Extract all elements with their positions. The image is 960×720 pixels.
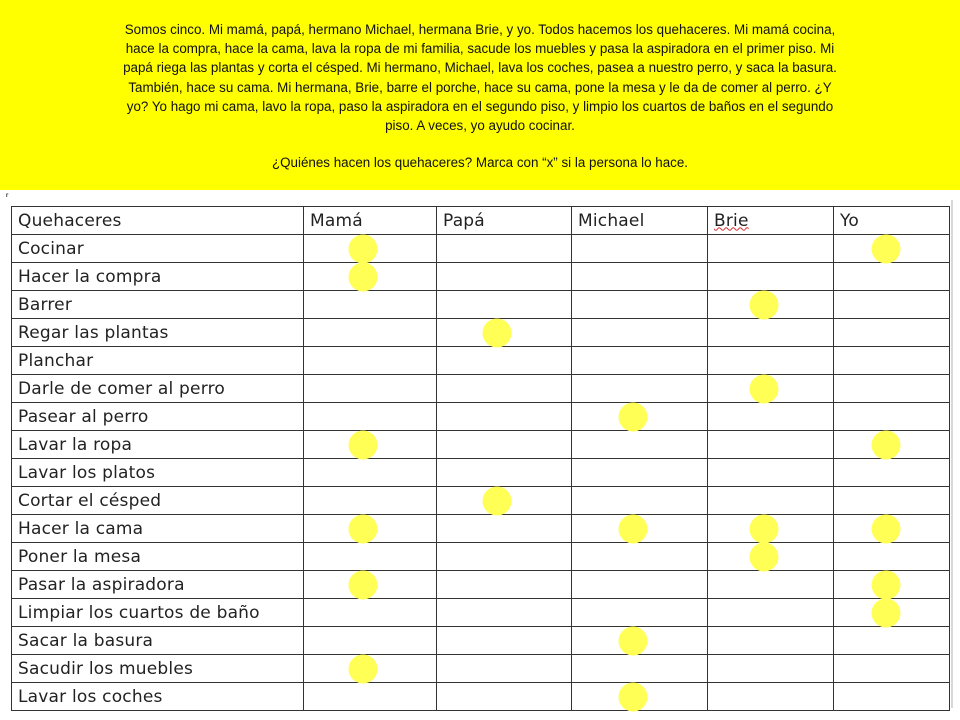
- passage-line: hace la compra, hace la cama, lava la ropa de mi familia, sacude los muebles y pasa la aspiradora en el primer piso. Mi: [125, 41, 835, 57]
- mark-dot: [618, 626, 647, 655]
- mark-cell[interactable]: [708, 459, 834, 487]
- chore-label: Pasar la aspiradora: [12, 571, 304, 599]
- mark-cell[interactable]: [437, 543, 572, 571]
- mark-cell[interactable]: [708, 431, 834, 459]
- mark-dot: [349, 234, 378, 263]
- mark-cell[interactable]: [437, 627, 572, 655]
- chore-label: Pasear al perro: [12, 403, 304, 431]
- worksheet-image: [0, 190, 960, 720]
- table-header-row: [12, 207, 950, 235]
- table-row: [12, 543, 950, 571]
- mark-cell[interactable]: [437, 235, 572, 263]
- mark-cell[interactable]: [437, 263, 572, 291]
- mark-dot: [871, 514, 900, 543]
- mark-cell[interactable]: [572, 235, 708, 263]
- passage-line: piso. A veces, yo ayudo cocinar.: [385, 118, 575, 134]
- chore-label: Limpiar los cuartos de baño: [12, 599, 304, 627]
- instructions: ¿Quiénes hacen los quehaceres? Marca con “x” si la persona lo hace.: [271, 155, 689, 170]
- mark-dot: [349, 570, 378, 599]
- chore-label: Hacer la cama: [12, 515, 304, 543]
- mark-cell[interactable]: [708, 571, 834, 599]
- chore-label: Lavar la ropa: [12, 431, 304, 459]
- mark-dot: [750, 374, 779, 403]
- mark-cell[interactable]: [572, 599, 708, 627]
- mark-cell[interactable]: [834, 347, 950, 375]
- mark-cell[interactable]: [708, 235, 834, 263]
- table-row: [12, 235, 950, 263]
- mark-cell[interactable]: [304, 319, 437, 347]
- mark-cell[interactable]: [304, 291, 437, 319]
- mark-cell[interactable]: [572, 319, 708, 347]
- mark-cell[interactable]: [708, 655, 834, 683]
- mark-cell[interactable]: [708, 319, 834, 347]
- mark-cell[interactable]: [572, 459, 708, 487]
- passage-line: También, hace su cama. Mi hermana, Brie, barre el porche, hace su cama, pone la mesa y le da de comer al perro. ¿Y: [128, 79, 832, 95]
- mark-cell[interactable]: [437, 655, 572, 683]
- table-row: [12, 655, 950, 683]
- mark-cell[interactable]: [834, 263, 950, 291]
- mark-cell[interactable]: [304, 683, 437, 711]
- mark-dot: [750, 514, 779, 543]
- mark-cell[interactable]: [834, 403, 950, 431]
- table-row: [12, 263, 950, 291]
- chore-label: Cortar el césped: [12, 487, 304, 515]
- mark-dot: [871, 430, 900, 459]
- table-row: [12, 403, 950, 431]
- mark-dot: [618, 682, 647, 711]
- header-brie-label: Brie: [714, 210, 749, 231]
- mark-cell[interactable]: [834, 683, 950, 711]
- mark-dot: [871, 598, 900, 627]
- mark-cell[interactable]: [437, 291, 572, 319]
- mark-dot: [349, 514, 378, 543]
- chore-label: Sacar la basura: [12, 627, 304, 655]
- table-row: [12, 571, 950, 599]
- table-row: [12, 627, 950, 655]
- mark-dot: [349, 262, 378, 291]
- mark-cell[interactable]: [304, 375, 437, 403]
- table-row: [12, 319, 950, 347]
- mark-cell[interactable]: [437, 683, 572, 711]
- mark-cell[interactable]: [437, 515, 572, 543]
- corner-handle-icon: ⸢: [4, 193, 11, 204]
- story-passage: [55, 20, 905, 135]
- mark-cell[interactable]: [304, 347, 437, 375]
- mark-cell[interactable]: [708, 683, 834, 711]
- mark-dot: [349, 430, 378, 459]
- mark-cell[interactable]: [437, 459, 572, 487]
- mark-cell[interactable]: [437, 403, 572, 431]
- mark-cell[interactable]: [437, 375, 572, 403]
- mark-cell[interactable]: [304, 459, 437, 487]
- chore-label: Darle de comer al perro: [12, 375, 304, 403]
- table-row: [12, 291, 950, 319]
- mark-dot: [483, 486, 512, 515]
- table-row: [12, 599, 950, 627]
- passage-line: Somos cinco. Mi mamá, papá, hermano Michael, hermana Brie, y yo. Todos hacemos los quehaceres. Mi mamá cocina,: [124, 22, 836, 37]
- chore-label: Barrer: [12, 291, 304, 319]
- mark-cell[interactable]: [834, 375, 950, 403]
- mark-cell[interactable]: [572, 291, 708, 319]
- mark-cell[interactable]: [304, 403, 437, 431]
- header-chores: Quehaceres: [12, 207, 304, 235]
- mark-cell[interactable]: [834, 291, 950, 319]
- mark-cell[interactable]: [437, 431, 572, 459]
- header-brie: [708, 207, 834, 235]
- mark-cell[interactable]: [834, 319, 950, 347]
- table-row: [12, 515, 950, 543]
- table-row: [12, 683, 950, 711]
- chores-table-wrap: [11, 206, 949, 707]
- mark-dot: [349, 654, 378, 683]
- mark-dot: [750, 542, 779, 571]
- mark-cell[interactable]: [834, 459, 950, 487]
- mark-cell[interactable]: [834, 627, 950, 655]
- mark-cell[interactable]: [572, 655, 708, 683]
- table-row: [12, 375, 950, 403]
- mark-dot: [871, 570, 900, 599]
- table-row: [12, 347, 950, 375]
- mark-cell[interactable]: [708, 263, 834, 291]
- mark-cell[interactable]: [572, 487, 708, 515]
- chore-label: Regar las plantas: [12, 319, 304, 347]
- mark-cell[interactable]: [437, 347, 572, 375]
- mark-cell[interactable]: [708, 627, 834, 655]
- mark-cell[interactable]: [572, 263, 708, 291]
- header-yo: Yo: [834, 207, 950, 235]
- chore-label: Cocinar: [12, 235, 304, 263]
- mark-dot: [871, 234, 900, 263]
- mark-cell[interactable]: [572, 571, 708, 599]
- mark-cell[interactable]: [834, 543, 950, 571]
- mark-cell[interactable]: [708, 403, 834, 431]
- mark-cell[interactable]: [572, 543, 708, 571]
- mark-cell[interactable]: [834, 655, 950, 683]
- mark-cell[interactable]: [304, 627, 437, 655]
- chore-label: Hacer la compra: [12, 263, 304, 291]
- mark-dot: [618, 514, 647, 543]
- header-michael: Michael: [572, 207, 708, 235]
- chore-label: Lavar los coches: [12, 683, 304, 711]
- mark-cell[interactable]: [708, 599, 834, 627]
- mark-cell[interactable]: [572, 375, 708, 403]
- mark-cell[interactable]: [572, 431, 708, 459]
- mark-cell[interactable]: [304, 599, 437, 627]
- mark-dot: [750, 290, 779, 319]
- mark-cell[interactable]: [834, 487, 950, 515]
- table-row: [12, 459, 950, 487]
- header-papa: Papá: [437, 207, 572, 235]
- table-row: [12, 431, 950, 459]
- edge-shadow: [951, 200, 953, 708]
- mark-dot: [618, 402, 647, 431]
- mark-cell[interactable]: [708, 487, 834, 515]
- mark-cell[interactable]: [708, 347, 834, 375]
- chores-table: [11, 206, 950, 711]
- mark-cell[interactable]: [572, 347, 708, 375]
- chore-label: Lavar los platos: [12, 459, 304, 487]
- header-mama: Mamá: [304, 207, 437, 235]
- passage-line: papá riega las plantas y corta el césped. Mi hermano, Michael, lava los coches, pasea a nuestro perro, y saca la basura.: [123, 60, 837, 76]
- chore-label: Planchar: [12, 347, 304, 375]
- chore-label: Poner la mesa: [12, 543, 304, 571]
- mark-cell[interactable]: [304, 487, 437, 515]
- mark-cell[interactable]: [304, 543, 437, 571]
- mark-cell[interactable]: [437, 571, 572, 599]
- table-row: [12, 487, 950, 515]
- chore-label: Sacudir los muebles: [12, 655, 304, 683]
- mark-dot: [483, 318, 512, 347]
- mark-cell[interactable]: [437, 599, 572, 627]
- passage-line: yo? Yo hago mi cama, lavo la ropa, paso la aspiradora en el segundo piso, y limpio los cuartos de baños en el segundo: [126, 98, 834, 114]
